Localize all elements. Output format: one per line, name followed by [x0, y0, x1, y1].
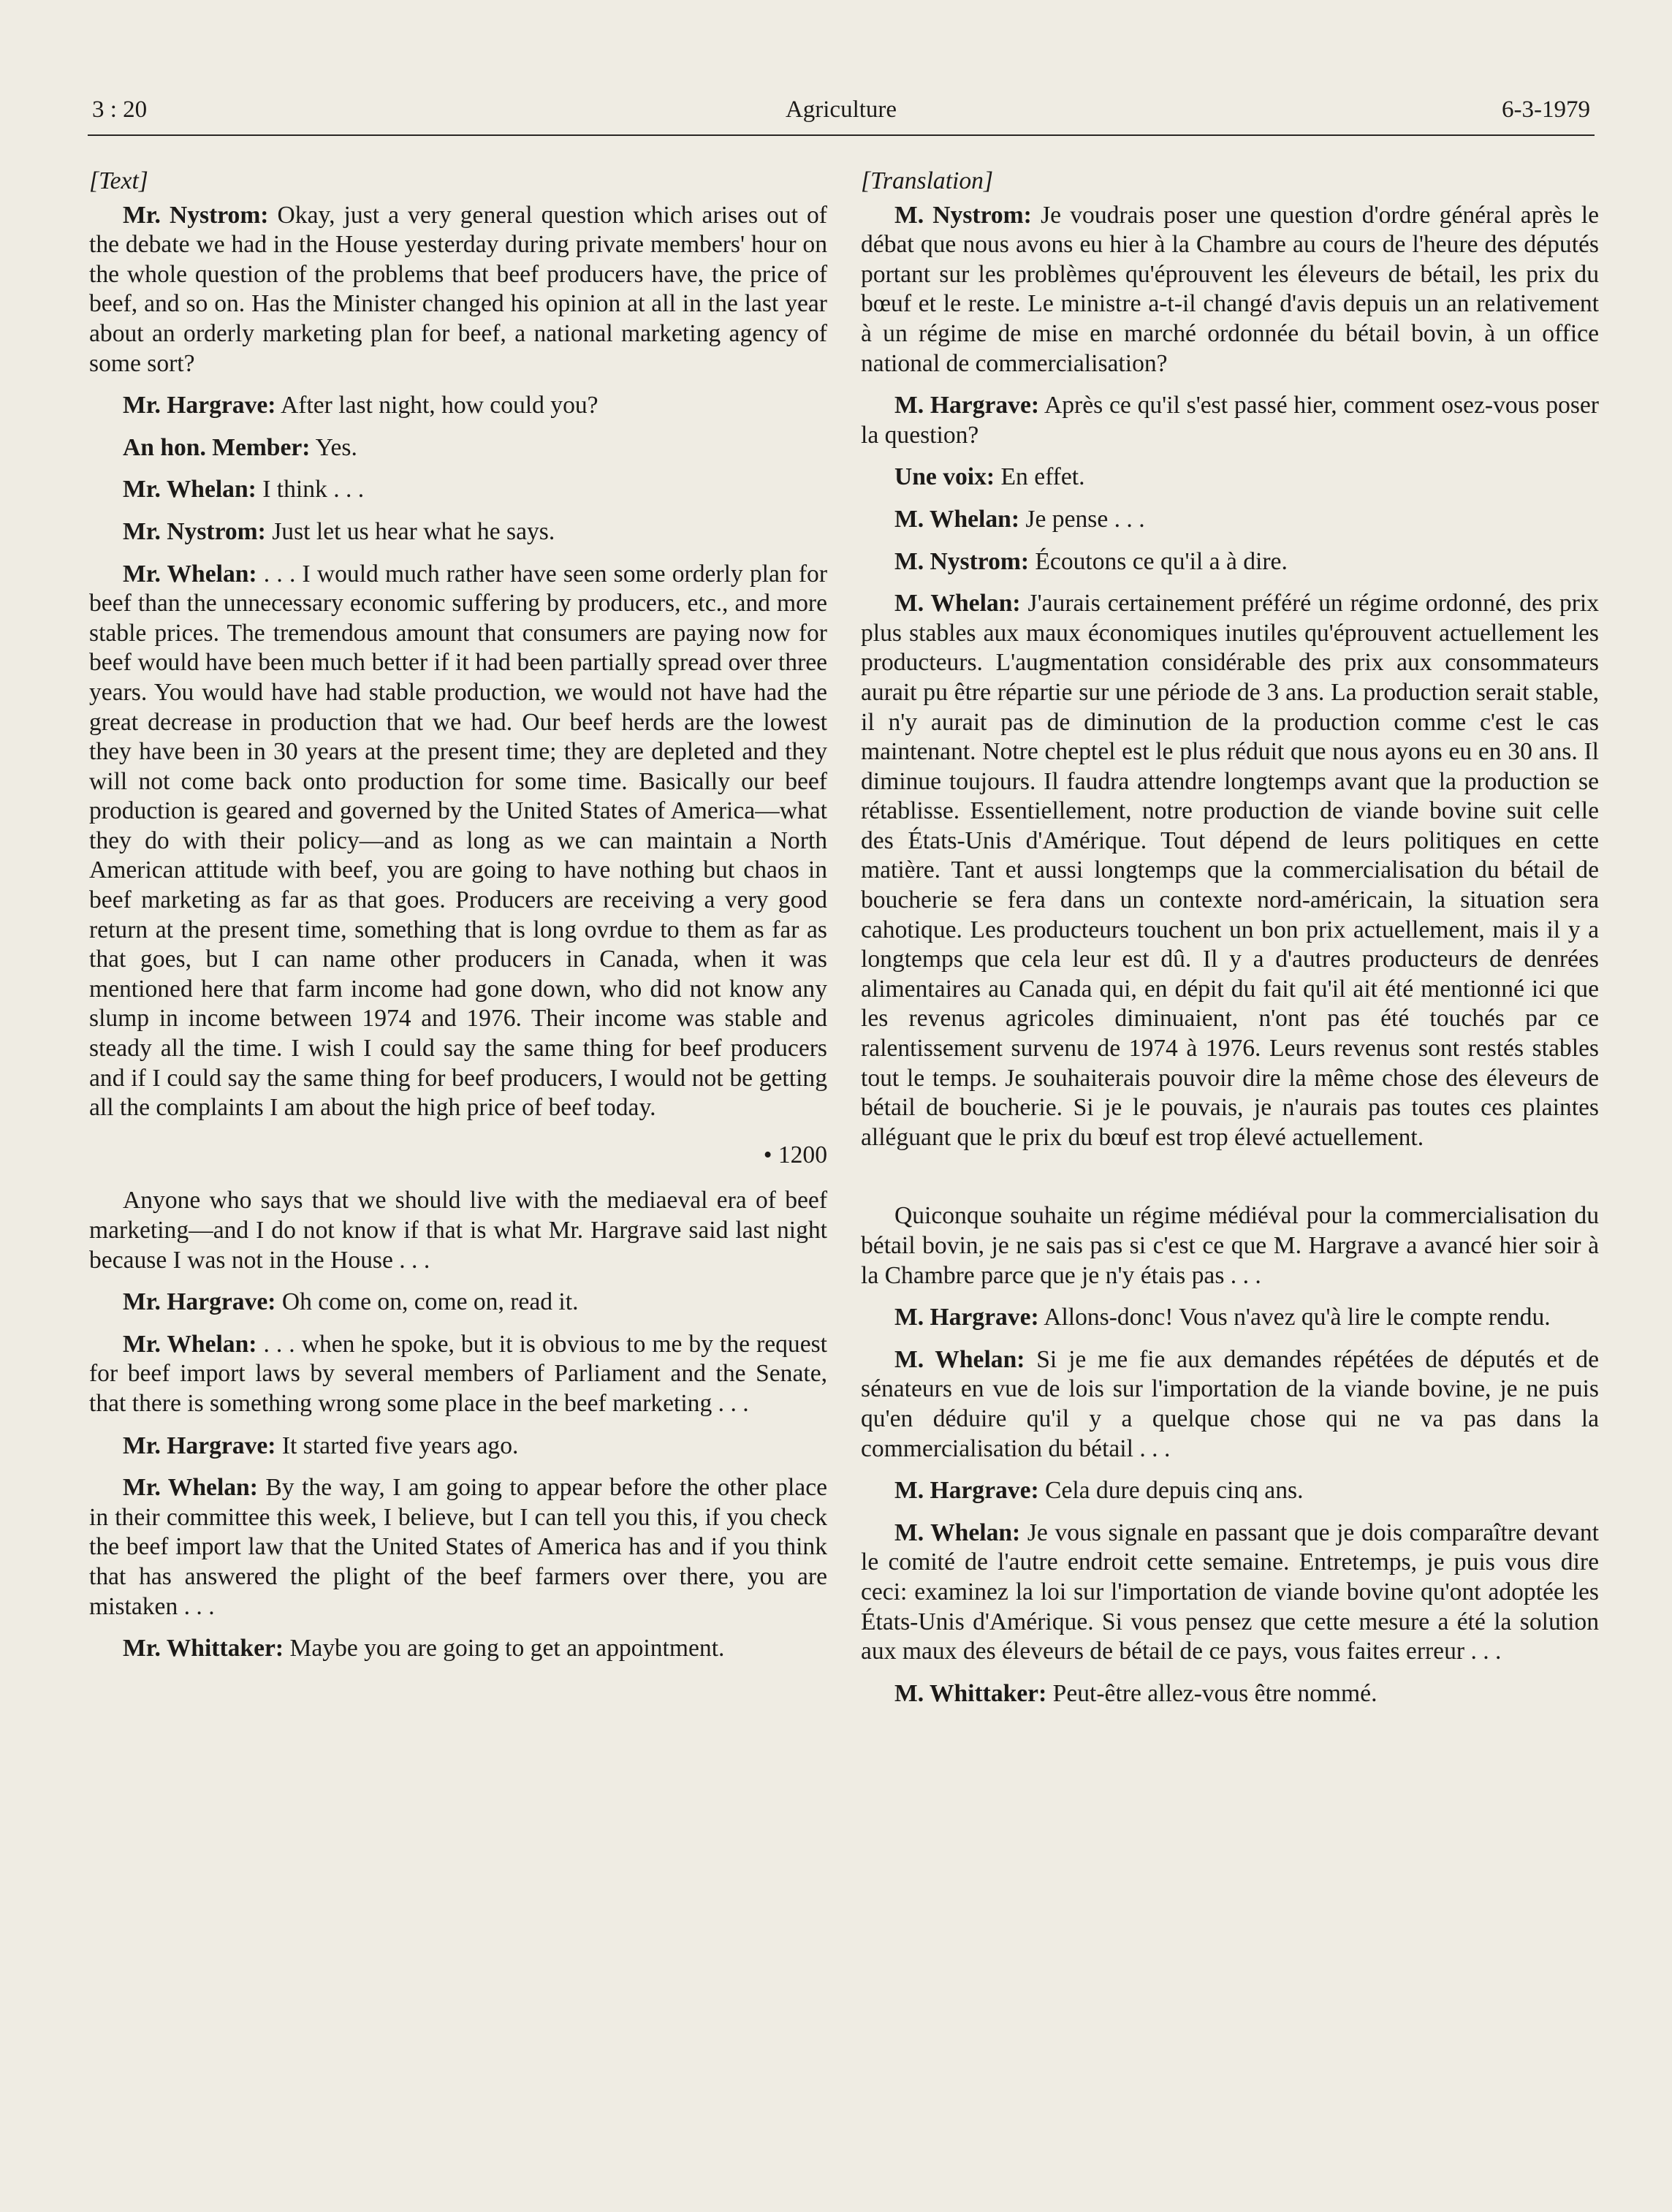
- speaker: Mr. Whelan:: [123, 476, 256, 503]
- speech: Okay, just a very general question which arises out of the debate we had in the House yesterday during private members' hour on the whole question of the problems that beef producers have, the price of beef, and so on. Has the Minister changed his opinion at all in the last year about an orderly marketing plan for beef, a national marketing agency of some sort?: [89, 201, 827, 377]
- paragraph: [89, 1634, 827, 1664]
- speech: Maybe you are going to get an appointment.: [284, 1635, 725, 1662]
- speaker: M. Hargrave:: [894, 392, 1040, 419]
- speech: J'aurais certainement préféré un régime ordonné, des prix plus stables aux maux économiques inutiles qu'éprouvent actuellement les producteurs. L'augmentation considérable des prix aux consommateurs aurait pu être répartie sur une période de 3 ans. La production serait stable, il n'y aurait pas de diminution de la production comme c'est le cas maintenant. Notre cheptel est le plus réduit que nous ayons eu en 30 ans. Il diminue toujours. Il faudra attendre longtemps avant que la production se rétablisse. Essentiellement, notre production de viande bovine suit celle des États-Unis d'Amérique. Tout dépend de leurs politiques en cette matière. Tant et aussi longtemps que la commercialisation du bétail de boucherie se fera dans un contexte nord-américain, la situation sera cahotique. Les producteurs touchent un bon prix actuellement, mais il y a longtemps que cela leur est dû. Il y a d'autres producteurs de denrées alimentaires au Canada qui, en dépit du fait qu'il ait été mentionné ici que les revenus agricoles diminuaient, n'ont pas été touchés par ce ralentissement survenu de 1974 à 1976. Leurs revenus sont restés stables tout le temps. Je souhaiterais pouvoir dire la même chose des éleveurs de bétail de boucherie. Si je le pouvais, je n'aurais pas toutes ces plaintes alléguant que le prix du bœuf est trop élevé actuellement.: [861, 590, 1599, 1151]
- speech: Cela dure depuis cinq ans.: [1038, 1477, 1304, 1505]
- paragraph: [861, 547, 1599, 577]
- speech: It started five years ago.: [276, 1432, 519, 1459]
- paragraph: [89, 1288, 827, 1318]
- paragraph: [861, 391, 1599, 450]
- paragraph: [861, 1303, 1599, 1333]
- paragraph: [89, 433, 827, 463]
- speech: Peut-être allez-vous être nommé.: [1046, 1679, 1378, 1707]
- speech: Je vous signale en passant que je dois comparaître devant le comité de l'autre endroit cette semaine. Entretemps, je puis vous dire ceci: examinez la loi sur l'importation de viande bovine qu'ont adoptée les États-Unis d'Amérique. Si vous pensez que cette mesure a été la solution aux maux des éleveurs de bétail de ce pays, vous faites erreur . . .: [861, 1519, 1599, 1665]
- paragraph: [89, 475, 827, 505]
- paragraph: [89, 517, 827, 547]
- paragraph: [861, 1679, 1599, 1709]
- speaker: An hon. Member:: [123, 433, 311, 461]
- column-tag: [Text]: [89, 167, 148, 194]
- time-marker: • 1200: [763, 1141, 827, 1168]
- speaker: Mr. Whelan:: [123, 1474, 258, 1502]
- speech: . . . I would much rather have seen some orderly plan for beef than the unnecessary economic suffering by producers, etc., and more stable prices. The tremendous amount that consumers are paying now for beef would have been much better if it had been partially spread over three years. You would have had stable production, we would not have had the great decrease in production that we had. Our beef herds are the lowest they have been in 30 years at the present time; they are depleted and they will not come back onto production for some time. Basically our beef production is geared and governed by the United States of America—what they do with their policy—and as long as we can maintain a North American attitude with beef, you are going to have nothing but chaos in beef marketing as far as that goes. Producers are receiving a very good return at the present time, something that is long ovrdue to them as far as that goes, but I can name other producers in Canada, when it was mentioned here that farm income had gone down, who did not know any slump in income between 1974 and 1976. Their income was stable and steady all the time. I wish I could say the same thing for beef producers and if I could say the same thing for beef producers, I would not be getting all the complaints I am about the high price of beef today.: [89, 560, 828, 1122]
- speaker: Mr. Whelan:: [123, 560, 257, 588]
- speech: Je voudrais poser une question d'ordre général après le débat que nous avons eu hier à la Chambre au cours de l'heure des députés portant sur les problèmes qu'éprouvent les éleveurs de bétail, les prix du bœuf et le reste. Le ministre a-t-il changé d'avis depuis un an relativement à un régime de mise en marché ordonnée du bétail bovin, à un office national de commercialisation?: [861, 201, 1599, 377]
- speaker: M. Whelan:: [894, 505, 1020, 533]
- speech: Oh come on, come on, read it.: [276, 1288, 579, 1316]
- french-column: [861, 167, 1599, 1721]
- speaker: M. Hargrave:: [894, 1477, 1039, 1505]
- paragraph: [89, 1432, 827, 1462]
- speech: I think . . .: [256, 476, 365, 503]
- speaker: M. Whelan:: [894, 1345, 1025, 1373]
- speaker: Mr. Nystrom:: [123, 517, 266, 545]
- speech: Si je me fie aux demandes répétées de députés et de sénateurs en vue de lois sur l'importation de la viande bovine, je ne puis qu'en déduire qu'il y a quelque chose qui ne va pas dans la commercialisation du bétail . . .: [861, 1345, 1599, 1462]
- speaker: Mr. Hargrave:: [123, 392, 276, 419]
- paragraph: [89, 560, 827, 1123]
- speech: Allons-donc! Vous n'avez qu'à lire le compte rendu.: [1038, 1304, 1551, 1331]
- speech: . . . when he spoke, but it is obvious to me by the request for beef import laws by several members of Parliament and the Senate, that there is something wrong some place in the beef marketing . . .: [89, 1330, 828, 1417]
- speech: Just let us hear what he says.: [265, 517, 555, 545]
- speech: By the way, I am going to appear before the other place in their committee this week, I believe, but I can tell you this, if you check the beef import law that the United States of America has and if you think that has answered the plight of the beef farmers over there, you are mistaken . . .: [89, 1474, 827, 1620]
- paragraph: [861, 1345, 1599, 1464]
- speaker: Mr. Whelan:: [123, 1330, 257, 1358]
- speech: Je pense . . .: [1019, 505, 1145, 533]
- speaker: M. Whittaker:: [894, 1679, 1047, 1707]
- page-number: 3 : 20: [92, 96, 148, 123]
- speaker: Une voix:: [894, 463, 995, 491]
- speech: Yes.: [310, 433, 357, 461]
- paragraph: [861, 201, 1599, 379]
- paragraph: [89, 1330, 827, 1419]
- speech: En effet.: [995, 463, 1085, 491]
- page-date: 6-3-1979: [1502, 96, 1590, 123]
- speaker: M. Nystrom:: [894, 547, 1030, 575]
- speech: After last night, how could you?: [276, 392, 598, 419]
- paragraph: [89, 201, 827, 379]
- speaker: Mr. Whittaker:: [123, 1635, 284, 1662]
- paragraph: [861, 1519, 1599, 1667]
- paragraph: [861, 589, 1599, 1152]
- page-header: [88, 86, 1595, 136]
- paragraph: Quiconque souhaite un régime médiéval pour la commercialisation du bétail bovin, je ne sais pas si c'est ce que M. Hargrave a avancé hier soir à la Chambre parce que je n'y étais pas . . .: [861, 1202, 1599, 1289]
- speaker: M. Whelan:: [894, 1519, 1021, 1546]
- english-column: [89, 167, 827, 1676]
- speaker: M. Nystrom:: [894, 201, 1032, 229]
- speaker: M. Whelan:: [894, 590, 1021, 617]
- spacer: [861, 1165, 1599, 1201]
- speaker: Mr. Hargrave:: [123, 1432, 276, 1459]
- paragraph: [89, 391, 827, 421]
- column-tag: [Translation]: [861, 167, 994, 194]
- speech: Écoutons ce qu'il a à dire.: [1029, 547, 1288, 575]
- paragraph: [861, 463, 1599, 493]
- paragraph: [861, 1476, 1599, 1506]
- paragraph: Anyone who says that we should live with the mediaeval era of beef marketing—and I do not know if that is what Mr. Hargrave said last night because I was not in the House . . .: [89, 1187, 827, 1274]
- speaker: Mr. Hargrave:: [123, 1288, 276, 1316]
- speaker: M. Hargrave:: [894, 1304, 1039, 1331]
- paragraph: [861, 505, 1599, 535]
- running-title: Agriculture: [785, 96, 897, 123]
- paragraph: [89, 1473, 827, 1622]
- speech: Après ce qu'il s'est passé hier, comment osez-vous poser la question?: [861, 392, 1599, 449]
- speaker: Mr. Nystrom:: [123, 201, 269, 229]
